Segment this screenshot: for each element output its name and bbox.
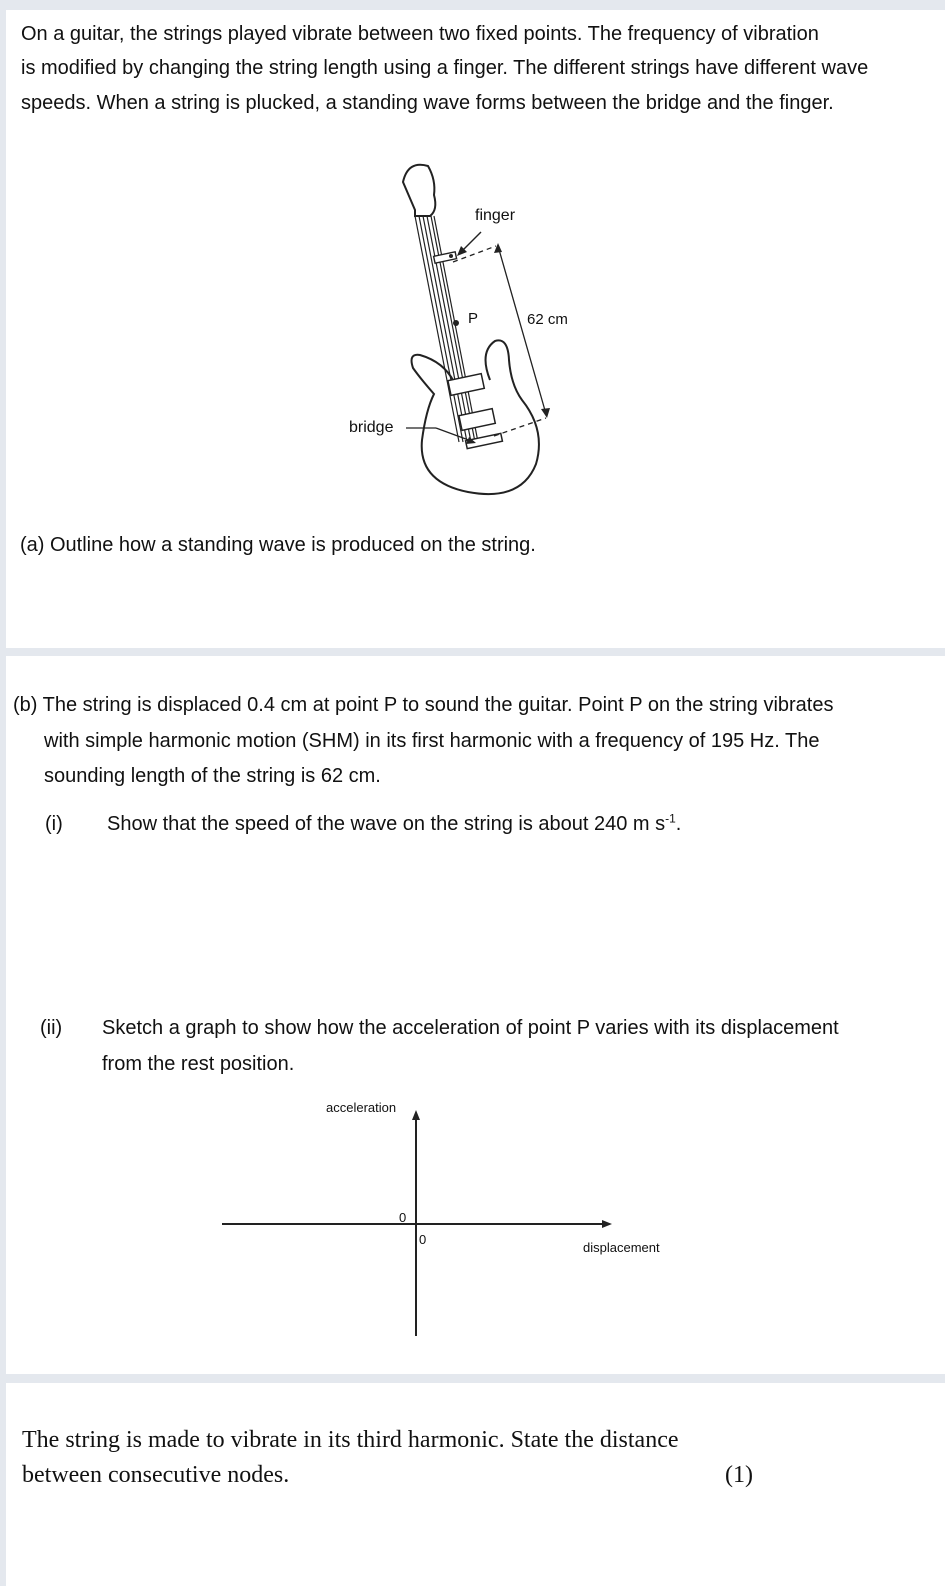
part-b-i-question: Show that the speed of the wave on the string is about 240 m $s^{-1}$. [107, 811, 682, 835]
part-b-ii-label: (ii) [40, 1017, 63, 1039]
label-finger: finger [475, 207, 516, 224]
x-axis-label: displacement [583, 1240, 660, 1255]
y-axis-label: acceleration [326, 1100, 397, 1115]
intro-line-3: speeds. When a string is plucked, a standing wave forms between the bridge and the finger. [21, 92, 834, 114]
label-point-p: P [468, 310, 479, 327]
part-c-line-1: The string is made to vibrate in its third harmonic. State the distance [22, 1427, 679, 1453]
origin-label-bottom: 0 [419, 1232, 427, 1247]
pickup-bridge [459, 409, 495, 431]
pickup-neck [448, 374, 484, 396]
guitar-strings [415, 216, 478, 442]
part-b-ii-line-1: Sketch a graph to show how the acceleration of point P varies with its displacement [102, 1017, 839, 1039]
label-bridge: bridge [349, 419, 394, 436]
part-b-i-label: (i) [45, 813, 63, 835]
intro-line-1: On a guitar, the strings played vibrate between two fixed points. The frequency of vibration [21, 23, 819, 45]
intro-line-2: is modified by changing the string length using a finger. The different strings have different wave [21, 57, 869, 79]
part-b-line-3: sounding length of the string is 62 cm. [44, 765, 381, 787]
question-card-part-b [6, 656, 945, 1374]
guitar-headstock [403, 165, 435, 216]
part-b-line-2: with simple harmonic motion (SHM) in its first harmonic with a frequency of 195 Hz. The [44, 730, 820, 752]
part-c-marks: (1) [725, 1462, 753, 1488]
part-a-question: (a) Outline how a standing wave is produced on the string. [20, 534, 536, 556]
part-b-line-1: (b) The string is displaced 0.4 cm at point P to sound the guitar. Point P on the string vibrates [13, 694, 834, 716]
point-p-marker [453, 320, 459, 326]
part-c-line-2: between consecutive nodes. [22, 1462, 290, 1488]
acceleration-displacement-axes [6, 656, 945, 1374]
question-card-intro [6, 10, 945, 648]
label-string-length: 62 cm [527, 311, 568, 328]
origin-label-top: 0 [399, 1210, 407, 1225]
question-card-part-c [6, 1383, 945, 1586]
part-b-ii-line-2: from the rest position. [102, 1053, 295, 1075]
